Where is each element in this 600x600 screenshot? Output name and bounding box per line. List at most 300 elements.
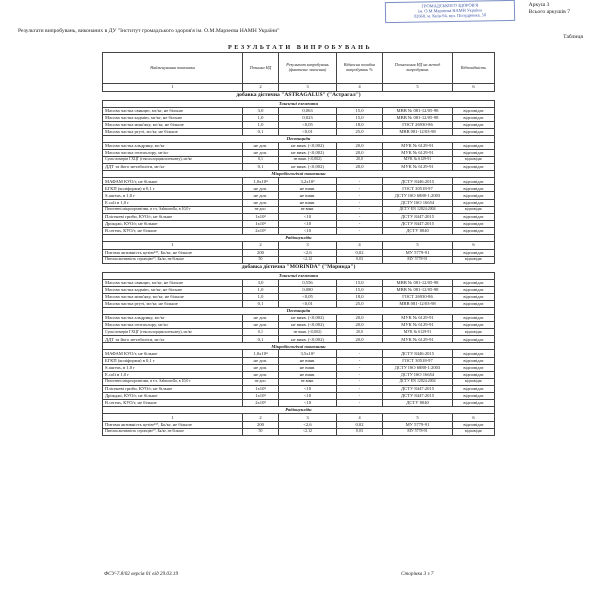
compliance-status: відповідає bbox=[453, 279, 495, 286]
error-value: - bbox=[337, 400, 383, 407]
result-value: <10 bbox=[279, 400, 337, 407]
table-row bbox=[103, 357, 495, 364]
table-row bbox=[103, 128, 495, 135]
column-number: 6 bbox=[453, 242, 495, 250]
group-header: Мікробіологічні показники bbox=[103, 171, 495, 178]
norm-value: 1х10² bbox=[243, 393, 279, 400]
norm-value: не доп. bbox=[243, 199, 279, 206]
norm-value: не доп. bbox=[243, 378, 279, 385]
result-value: не вияв. bbox=[279, 192, 337, 199]
group-header: Токсичні елементи bbox=[103, 100, 495, 107]
table-row bbox=[103, 213, 495, 220]
method-code: МУ 5779-91 bbox=[383, 249, 453, 256]
norm-value: не доп. bbox=[243, 364, 279, 371]
compliance-status: відповідає bbox=[453, 371, 495, 378]
norm-value: 1,0 bbox=[243, 286, 279, 293]
indicator-name: Сума ізомерів ГХЦГ (гексахлорциклогексану), мг/кг bbox=[103, 157, 243, 164]
table-row bbox=[103, 185, 495, 192]
indicator-name: Масова частка ртуті, мг/кг, не більше bbox=[103, 300, 243, 307]
table-row bbox=[103, 142, 495, 149]
result-value: <2,12 bbox=[279, 428, 337, 435]
group-header-row bbox=[103, 235, 495, 242]
method-code: МВВ № 081-12/05-98 bbox=[383, 286, 453, 293]
table-row bbox=[103, 199, 495, 206]
method-code: ГОСТ 26930-86 bbox=[383, 293, 453, 300]
result-value: не вияв. (<0,002) bbox=[279, 329, 337, 336]
group-header: Радіонукліди bbox=[103, 407, 495, 414]
indicator-name: Масова частка свинцю, мг/кг, не більше bbox=[103, 107, 243, 114]
method-code: ДСТУ 8447:2015 bbox=[383, 393, 453, 400]
result-value: не вияв. bbox=[279, 357, 337, 364]
compliance-status: відповідає bbox=[453, 315, 495, 322]
norm-value: 3,0 bbox=[243, 279, 279, 286]
table-row bbox=[103, 300, 495, 307]
indicator-name: Питома активність стронцію⁹⁰, Бк/кг, не більше bbox=[103, 256, 243, 263]
method-code: ДСТУ ISO 6888-1:2003 bbox=[383, 192, 453, 199]
norm-value: не доп. bbox=[243, 315, 279, 322]
norm-value: не доп. bbox=[243, 185, 279, 192]
result-value: не вияв. (<0,002) bbox=[279, 164, 337, 171]
results-table bbox=[102, 52, 495, 436]
table-row bbox=[103, 149, 495, 156]
error-value: 20,0 bbox=[337, 142, 383, 149]
table-row bbox=[103, 428, 495, 435]
table-row bbox=[103, 107, 495, 114]
result-value: не вияв. bbox=[279, 371, 337, 378]
norm-value: 0,1 bbox=[243, 300, 279, 307]
error-value: 20,0 bbox=[337, 322, 383, 329]
indicator-name: МАФАМ КУО/г, не більше bbox=[103, 178, 243, 185]
norm-value: 0,1 bbox=[243, 336, 279, 343]
method-code: ДСТУ 8447:2015 bbox=[383, 385, 453, 392]
group-header-row bbox=[103, 407, 495, 414]
indicator-name: БГКП (коліформи) в 0,1 г bbox=[103, 185, 243, 192]
norm-value: 0,1 bbox=[243, 157, 279, 164]
norm-value: 1х10² bbox=[243, 213, 279, 220]
method-code: МУ 5778-91 bbox=[383, 428, 453, 435]
table-row bbox=[103, 220, 495, 227]
norm-value: 1,0х10⁴ bbox=[243, 350, 279, 357]
result-value: <0,05 bbox=[279, 293, 337, 300]
method-code: МУК № 6129-91 bbox=[383, 315, 453, 322]
method-code: ГОСТ 30518-97 bbox=[383, 185, 453, 192]
result-value: <10 bbox=[279, 220, 337, 227]
column-number: 2 bbox=[243, 242, 279, 250]
error-value: - bbox=[337, 178, 383, 185]
method-code: ГОСТ 26930-86 bbox=[383, 121, 453, 128]
compliance-status: відповідає bbox=[453, 300, 495, 307]
result-value: <2,6 bbox=[279, 249, 337, 256]
compliance-status: відповідає bbox=[453, 322, 495, 329]
column-header: Результат випробувань (фактичне значення) bbox=[279, 53, 337, 84]
error-value: 0,02 bbox=[337, 249, 383, 256]
method-code: ДСТУ ISO 16654 bbox=[383, 199, 453, 206]
norm-value: 0,1 bbox=[243, 128, 279, 135]
indicator-name: Масова частка альдрину, мг/кг bbox=[103, 142, 243, 149]
indicator-name: Патогенні мікроорганізми, в т.ч. Salmonella, в 10,0 г bbox=[103, 378, 243, 385]
method-code: МУ 5778-91 bbox=[383, 256, 453, 263]
result-value: <10 bbox=[279, 213, 337, 220]
norm-value: 200 bbox=[243, 249, 279, 256]
column-number: 1 bbox=[103, 242, 243, 250]
method-code: МУК № 6129-91 bbox=[383, 142, 453, 149]
error-value: - bbox=[337, 385, 383, 392]
result-value: <2,12 bbox=[279, 256, 337, 263]
compliance-status: відповідає bbox=[453, 350, 495, 357]
group-header-row bbox=[103, 343, 495, 350]
norm-value: не доп. bbox=[243, 371, 279, 378]
stamp-line: ГРОМАДСЬКОГО ЗДОРОВ'Я bbox=[421, 2, 479, 9]
error-value: - bbox=[337, 199, 383, 206]
method-code: ДСТУ EN 12824:2004 bbox=[383, 378, 453, 385]
error-value: - bbox=[337, 213, 383, 220]
compliance-status: відповідає bbox=[453, 178, 495, 185]
column-number: 2 bbox=[243, 84, 279, 92]
error-value: 20,0 bbox=[337, 164, 383, 171]
indicator-name: Масова частка гептахлору, мг/кг bbox=[103, 149, 243, 156]
error-value: 20,0 bbox=[337, 157, 383, 164]
method-code: МУ 5779-91 bbox=[383, 421, 453, 428]
column-number: 3 bbox=[279, 242, 337, 250]
column-header: Позначення НД на метод випробувань bbox=[383, 53, 453, 84]
result-value: 0,063 bbox=[279, 107, 337, 114]
compliance-status: відповідає bbox=[453, 421, 495, 428]
result-value: не вияв. (<0,002) bbox=[279, 336, 337, 343]
norm-value: 1х10² bbox=[243, 385, 279, 392]
method-code: МВВ № 081-12/05-98 bbox=[383, 114, 453, 121]
table-row bbox=[103, 293, 495, 300]
indicator-name: S.aureus, в 1,0 г bbox=[103, 192, 243, 199]
compliance-status: відповідає bbox=[453, 393, 495, 400]
error-value: 0,03 bbox=[337, 428, 383, 435]
indicator-name: БГКП (коліформи) в 0,1 г bbox=[103, 357, 243, 364]
method-code: МУК № 6129-91 bbox=[383, 157, 453, 164]
result-value: 3,5х10² bbox=[279, 350, 337, 357]
compliance-status: відповідає bbox=[453, 400, 495, 407]
column-number: 5 bbox=[383, 414, 453, 422]
table-row bbox=[103, 322, 495, 329]
indicator-name: МАФАМ КУО/г, не більше bbox=[103, 350, 243, 357]
indicator-name: Дріжджі, КУО/г, не більше bbox=[103, 220, 243, 227]
compliance-status: відповідає bbox=[453, 249, 495, 256]
error-value: - bbox=[337, 393, 383, 400]
method-code: МУК № 6129-91 bbox=[383, 322, 453, 329]
header-text: Результати випробувань, виконаних в ДУ "Інститут громадського здоров'я ім. О.М.Марзеєва НАМН України" bbox=[18, 28, 280, 34]
compliance-status: відповідає bbox=[453, 286, 495, 293]
error-value: 0,02 bbox=[337, 421, 383, 428]
indicator-name: Масова частка миш'яку, мг/кг, не більше bbox=[103, 293, 243, 300]
compliance-status: відповідає bbox=[453, 149, 495, 156]
error-value: 20,0 bbox=[337, 329, 383, 336]
indicator-name: Плісеневі гриби, КУО/г, не більше bbox=[103, 385, 243, 392]
result-value: <10 bbox=[279, 385, 337, 392]
norm-value: не доп. bbox=[243, 357, 279, 364]
column-number: 5 bbox=[383, 84, 453, 92]
page-number: Сторінка 3 з 7 bbox=[401, 571, 434, 577]
group-header: Пестициди bbox=[103, 308, 495, 315]
column-number: 6 bbox=[453, 84, 495, 92]
compliance-status: відповідає bbox=[453, 121, 495, 128]
compliance-status: відповідає bbox=[453, 227, 495, 234]
table-label: Таблиця bbox=[563, 34, 583, 40]
norm-value: не доп. bbox=[243, 322, 279, 329]
form-code: ФСУ-7.8/02 версія 01 від 29.03.19 bbox=[104, 571, 179, 577]
norm-value: не доп. bbox=[243, 206, 279, 213]
result-value: не вияв. (<0,002) bbox=[279, 157, 337, 164]
norm-value: 200 bbox=[243, 421, 279, 428]
table-row bbox=[103, 286, 495, 293]
table-row bbox=[103, 157, 495, 164]
product-title: добавка дієтична "ASTRAGALUS" ("Астрагал") bbox=[103, 91, 495, 100]
group-header-row bbox=[103, 135, 495, 142]
group-header: Пестициди bbox=[103, 135, 495, 142]
compliance-status: відповідає bbox=[453, 185, 495, 192]
norm-value: не доп. bbox=[243, 142, 279, 149]
result-value: 0,080 bbox=[279, 286, 337, 293]
result-value: 3,2х10² bbox=[279, 178, 337, 185]
stamp-line: ім. О.М.Марзеєва НАМН України bbox=[418, 7, 482, 14]
result-value: 0,023 bbox=[279, 114, 337, 121]
column-number-row bbox=[103, 414, 495, 422]
result-value: не вияв. bbox=[279, 364, 337, 371]
norm-value: 3,0 bbox=[243, 107, 279, 114]
norm-value: 1х10² bbox=[243, 220, 279, 227]
error-value: 15,0 bbox=[337, 107, 383, 114]
indicator-name: Масова частка альдрину, мг/кг bbox=[103, 315, 243, 322]
result-value: не вияв. (<0,002) bbox=[279, 142, 337, 149]
compliance-status: відповідає bbox=[453, 293, 495, 300]
group-header: Токсичні елементи bbox=[103, 272, 495, 279]
column-number: 1 bbox=[103, 84, 243, 92]
result-value: <0,05 bbox=[279, 121, 337, 128]
error-value: - bbox=[337, 220, 383, 227]
error-value: 18,0 bbox=[337, 293, 383, 300]
indicator-name: B.cereus, КУО/г, не більше bbox=[103, 227, 243, 234]
indicator-name: Патогенні мікроорганізми, в т.ч. Salmonella, в 10,0 г bbox=[103, 206, 243, 213]
table-row bbox=[103, 164, 495, 171]
table-row bbox=[103, 336, 495, 343]
table-row bbox=[103, 256, 495, 263]
error-value: - bbox=[337, 192, 383, 199]
indicator-name: Питома активність стронцію⁹⁰, Бк/кг, не більше bbox=[103, 428, 243, 435]
institution-stamp bbox=[385, 0, 515, 23]
stamp-line: 02660, м. Київ-94, вул. Попудренка, 50 bbox=[414, 12, 487, 20]
indicator-name: S.aureus, в 1,0 г bbox=[103, 364, 243, 371]
indicator-name: ДДТ та його метаболіти, мг/кг bbox=[103, 164, 243, 171]
norm-value: 2х10² bbox=[243, 227, 279, 234]
table-row bbox=[103, 329, 495, 336]
indicator-name: Масова частка ртуті, мг/кг, не більше bbox=[103, 128, 243, 135]
error-value: 15,0 bbox=[337, 114, 383, 121]
results-table-body bbox=[103, 84, 495, 436]
table-row bbox=[103, 378, 495, 385]
compliance-status: відповідає bbox=[453, 206, 495, 213]
compliance-status: відповідає bbox=[453, 329, 495, 336]
result-value: <0,01 bbox=[279, 128, 337, 135]
group-header-row bbox=[103, 171, 495, 178]
column-number: 2 bbox=[243, 414, 279, 422]
column-number: 6 bbox=[453, 414, 495, 422]
error-value: 18,0 bbox=[337, 121, 383, 128]
error-value: - bbox=[337, 364, 383, 371]
product-title-row bbox=[103, 91, 495, 100]
method-code: ДСТУ 8447:2015 bbox=[383, 213, 453, 220]
method-code: ДСТУ 8446:2015 bbox=[383, 178, 453, 185]
compliance-status: відповідає bbox=[453, 114, 495, 121]
compliance-status: відповідає bbox=[453, 199, 495, 206]
compliance-status: відповідає bbox=[453, 385, 495, 392]
product-title: добавка дієтична "MORINDA" ("Моринда") bbox=[103, 263, 495, 272]
indicator-name: Масова частка свинцю, мг/кг, не більше bbox=[103, 279, 243, 286]
method-code: МУК № 6129-91 bbox=[383, 329, 453, 336]
error-value: 20,0 bbox=[337, 149, 383, 156]
indicator-name: Масова частка миш'яку, мг/кг, не більше bbox=[103, 121, 243, 128]
table-row bbox=[103, 393, 495, 400]
compliance-status: відповідає bbox=[453, 428, 495, 435]
error-value: - bbox=[337, 227, 383, 234]
method-code: ДСТУ ISO 6888-1:2003 bbox=[383, 364, 453, 371]
norm-value: 1,0х10⁴ bbox=[243, 178, 279, 185]
column-header: Найменування показника bbox=[103, 53, 243, 84]
method-code: МВВ № 081-12/05-98 bbox=[383, 107, 453, 114]
error-value: - bbox=[337, 350, 383, 357]
indicator-name: Плісеневі гриби, КУО/г, не більше bbox=[103, 213, 243, 220]
compliance-status: відповідає bbox=[453, 107, 495, 114]
table-row bbox=[103, 315, 495, 322]
table-row bbox=[103, 178, 495, 185]
compliance-status: відповідає bbox=[453, 142, 495, 149]
table-row bbox=[103, 249, 495, 256]
table-row bbox=[103, 385, 495, 392]
compliance-status: відповідає bbox=[453, 256, 495, 263]
indicator-name: Питома активність цезію¹³⁷, Бк/кг, не більше bbox=[103, 249, 243, 256]
method-code: ДСТУ ISO 16654 bbox=[383, 371, 453, 378]
table-row bbox=[103, 206, 495, 213]
indicator-name: Масова частка кадмію, мг/кг, не більше bbox=[103, 286, 243, 293]
method-code: ГОСТ 30518-97 bbox=[383, 357, 453, 364]
norm-value: 0,1 bbox=[243, 164, 279, 171]
result-value: 0,556 bbox=[279, 279, 337, 286]
compliance-status: відповідає bbox=[453, 192, 495, 199]
compliance-status: відповідає bbox=[453, 220, 495, 227]
error-value: - bbox=[337, 206, 383, 213]
column-number: 4 bbox=[337, 84, 383, 92]
table-row bbox=[103, 279, 495, 286]
product-title-row bbox=[103, 263, 495, 272]
method-code: ДСТУ EN 12824:2004 bbox=[383, 206, 453, 213]
norm-value: 1,0 bbox=[243, 121, 279, 128]
method-code: МВВ № 081-12/05-98 bbox=[383, 279, 453, 286]
table-row bbox=[103, 364, 495, 371]
indicator-name: E.coli в 1,0 г bbox=[103, 199, 243, 206]
norm-value: 1,0 bbox=[243, 114, 279, 121]
table-row bbox=[103, 192, 495, 199]
result-value: <0,01 bbox=[279, 300, 337, 307]
result-value: не вияв. bbox=[279, 199, 337, 206]
method-code: ДСТУ 8040 bbox=[383, 400, 453, 407]
column-header: Познака НД bbox=[243, 53, 279, 84]
table-row bbox=[103, 371, 495, 378]
result-value: не вияв. (<0,002) bbox=[279, 322, 337, 329]
indicator-name: E.coli в 1,0 г bbox=[103, 371, 243, 378]
table-row bbox=[103, 350, 495, 357]
group-header: Радіонукліди bbox=[103, 235, 495, 242]
error-value: - bbox=[337, 185, 383, 192]
column-number-row bbox=[103, 242, 495, 250]
table-header-row bbox=[103, 53, 495, 84]
result-value: <10 bbox=[279, 393, 337, 400]
compliance-status: відповідає bbox=[453, 164, 495, 171]
method-code: ДСТУ 8040 bbox=[383, 227, 453, 234]
compliance-status: відповідає bbox=[453, 157, 495, 164]
column-header: Відповідність bbox=[453, 53, 495, 84]
result-value: не вияв. (<0,002) bbox=[279, 315, 337, 322]
result-value: не вияв. bbox=[279, 185, 337, 192]
error-value: 20,0 bbox=[337, 336, 383, 343]
indicator-name: Дріжджі, КУО/г, не більше bbox=[103, 393, 243, 400]
error-value: 25,0 bbox=[337, 128, 383, 135]
norm-value: 0,1 bbox=[243, 329, 279, 336]
indicator-name: Масова частка кадмію, мг/кг, не більше bbox=[103, 114, 243, 121]
result-value: <10 bbox=[279, 227, 337, 234]
compliance-status: відповідає bbox=[453, 357, 495, 364]
column-number: 3 bbox=[279, 84, 337, 92]
error-value: 20,0 bbox=[337, 315, 383, 322]
error-value: 25,0 bbox=[337, 300, 383, 307]
group-header-row bbox=[103, 100, 495, 107]
indicator-name: B.cereus, КУО/г, не більше bbox=[103, 400, 243, 407]
indicator-name: Масова частка гептахлору, мг/кг bbox=[103, 322, 243, 329]
column-number: 4 bbox=[337, 414, 383, 422]
group-header-row bbox=[103, 272, 495, 279]
error-value: - bbox=[337, 357, 383, 364]
compliance-status: відповідає bbox=[453, 378, 495, 385]
table-row bbox=[103, 227, 495, 234]
table-row bbox=[103, 400, 495, 407]
result-value: не вияв. (<0,002) bbox=[279, 149, 337, 156]
sheet-number: Аркуш 3 bbox=[528, 2, 550, 8]
column-number: 3 bbox=[279, 414, 337, 422]
result-value: не вияв. bbox=[279, 206, 337, 213]
indicator-name: Сума ізомерів ГХЦГ (гексахлорциклогексану), мг/кг bbox=[103, 329, 243, 336]
method-code: МУК № 6129-91 bbox=[383, 164, 453, 171]
error-value: - bbox=[337, 378, 383, 385]
norm-value: 50 bbox=[243, 256, 279, 263]
method-code: МВВ 081-12/03-98 bbox=[383, 300, 453, 307]
error-value: - bbox=[337, 371, 383, 378]
error-value: 15,0 bbox=[337, 279, 383, 286]
method-code: МУК № 6129-91 bbox=[383, 149, 453, 156]
results-title: РЕЗУЛЬТАТИ ВИПРОБУВАНЬ bbox=[227, 44, 373, 51]
column-header: Відносна похибка випробувань % bbox=[337, 53, 383, 84]
compliance-status: відповідає bbox=[453, 364, 495, 371]
compliance-status: відповідає bbox=[453, 336, 495, 343]
column-number-row bbox=[103, 84, 495, 92]
method-code: МУК № 6129-91 bbox=[383, 336, 453, 343]
group-header-row bbox=[103, 308, 495, 315]
compliance-status: відповідає bbox=[453, 128, 495, 135]
norm-value: не доп. bbox=[243, 192, 279, 199]
sheet-total: Всього аркушів 7 bbox=[528, 9, 570, 15]
norm-value: 50 bbox=[243, 428, 279, 435]
indicator-name: ДДТ та його метаболіти, мг/кг bbox=[103, 336, 243, 343]
column-number: 4 bbox=[337, 242, 383, 250]
method-code: ДСТУ 8447:2015 bbox=[383, 220, 453, 227]
norm-value: 2х10² bbox=[243, 400, 279, 407]
result-value: не вияв. bbox=[279, 378, 337, 385]
table-row bbox=[103, 121, 495, 128]
result-value: <2,6 bbox=[279, 421, 337, 428]
